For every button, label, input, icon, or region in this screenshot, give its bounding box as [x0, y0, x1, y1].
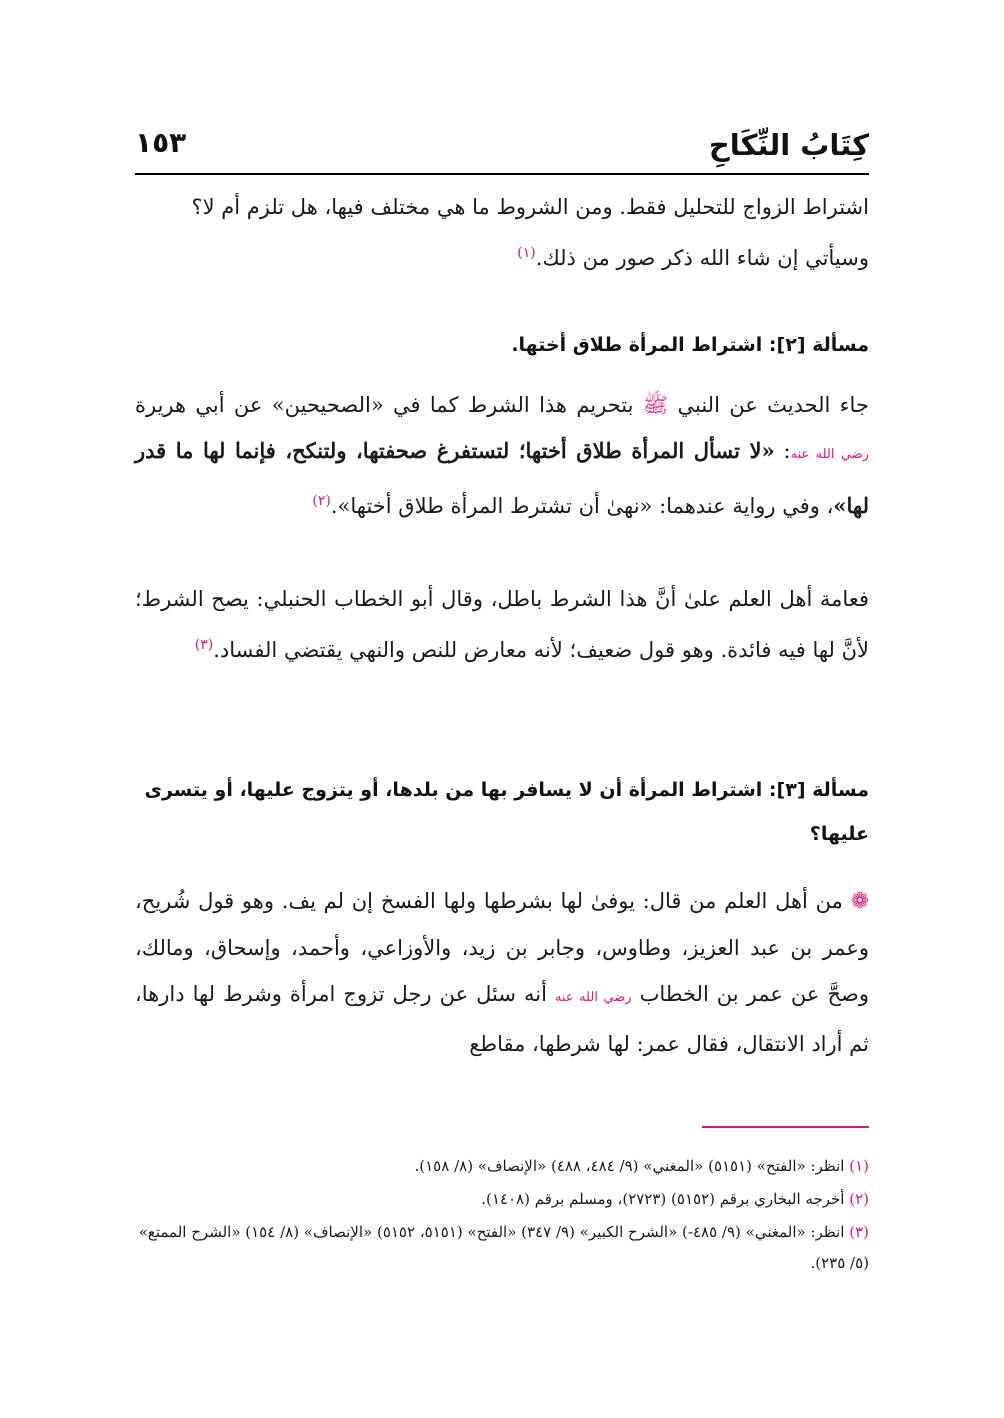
hadith-text: «لا تسأل المرأة طلاق أختها؛ لتستفرغ صحفتها، ولتنكح، فإنما لها ما قدر لها»: [135, 438, 869, 518]
footnote-ref-2: (٢): [312, 493, 331, 509]
riwaya-text: «نهىٰ أن تشترط المرأة طلاق أختها»: [337, 494, 653, 518]
paragraph-1: [135, 184, 869, 281]
p2-colon: :: [783, 439, 791, 463]
footnote-separator: [702, 1126, 869, 1128]
footnote-2: [135, 1184, 869, 1215]
paragraph-1-line-2: وسيأتي إن شاء الله ذكر صور من ذلك.: [535, 246, 869, 270]
p4-text-b: أنه سئل عن رجل تزوج امرأة وشرط لها دارها، ثم أراد الانتقال، فقال عمر: لها شرطها، مقاطع: [135, 982, 869, 1056]
p2-text-b: بتحريم هذا الشرط كما في: [393, 393, 634, 417]
p2-period: .: [330, 494, 338, 518]
footnote-1-text: انظر: «الفتح» (٥١٥١) «المغني» (٩/ ٤٨٤، ٤٨٨) «الإنصاف» (٨/ ١٥٨).: [414, 1157, 845, 1175]
footnote-1: [135, 1151, 869, 1182]
footnote-ref-1: (١): [517, 245, 536, 261]
page-number: ١٥٣: [135, 126, 187, 159]
flower-ornament-icon: ❁: [850, 889, 869, 914]
header-rule: [135, 173, 869, 175]
p2-text-c: عن أبي هريرة: [135, 393, 263, 417]
radiya-glyph: رضي الله عنه: [790, 447, 869, 462]
footnote-ref-3: (٣): [194, 637, 214, 653]
paragraph-2: [135, 382, 869, 529]
paragraph-4: [135, 878, 869, 1067]
heading-3-text: اشتراط المرأة أن لا يسافر بها من بلدها، أو يتزوج عليها، أو يتسرى عليها؟: [144, 779, 869, 845]
heading-2-label: مسألة [٢]:: [768, 334, 869, 356]
paragraph-1-line-1: اشتراط الزواج للتحليل فقط. ومن الشروط ما هي مختلف فيها، هل تلزم أم لا؟: [191, 195, 869, 219]
footnote-2-text: أخرجه البخاري برقم (٥١٥٢) (٢٧٢٣)، ومسلم برقم (١٤٠٨).: [481, 1190, 845, 1208]
running-title: كِتَابُ النِّكَاحِ: [708, 128, 869, 162]
footnote-2-number: (٢): [849, 1190, 869, 1208]
footnote-1-number: (١): [849, 1157, 869, 1175]
heading-3-label: مسألة [٣]:: [768, 779, 869, 801]
heading-2-text: اشتراط المرأة طلاق أختها.: [511, 334, 763, 356]
radiya-glyph-2: رضي الله عنه: [554, 990, 632, 1005]
heading-masala-3: [135, 768, 869, 856]
p2-text-e: ، وفي رواية عندهما:: [659, 494, 834, 518]
book-title-sahihain: «الصحيحين»: [271, 393, 384, 417]
p3-text: فعامة أهل العلم علىٰ أنَّ هذا الشرط باطل، وقال أبو الخطاب الحنبلي: يصح الشرط؛ لأنَّ لها فيه فائدة. وهو قول ضعيف؛ لأنه معارض للنص والنهي يقتضي الفساد.: [135, 587, 870, 662]
p4-text-a: من أهل العلم من قال: يوفىٰ لها بشرطها ولها الفسخ إن لم يف. وهو قول شُريح، وعمر بن عبد العزيز، وطاوس، وجابر بن زيد، والأوزاعي، وأحمد، وإسحاق، ومالك، وصحَّ عن عمر بن الخطاب: [135, 889, 869, 1006]
footnote-3: [135, 1217, 869, 1279]
footnote-3-text: انظر: «المغني» (٩/ ٤٨٥-) «الشرح الكبير» (٩/ ٣٤٧) «الفتح» (٥١٥١، ٥١٥٢) «الإنصاف» (٨/ ١٥٤) «الشرح الممتع» (٥/ ٢٣٥).: [138, 1223, 869, 1272]
heading-masala-2: [135, 323, 869, 367]
footnote-3-number: (٣): [849, 1223, 869, 1241]
p2-text-a: جاء الحديث عن النبي: [677, 393, 869, 417]
paragraph-3: [135, 576, 869, 673]
salutation-glyph: ﷺ: [642, 393, 669, 417]
